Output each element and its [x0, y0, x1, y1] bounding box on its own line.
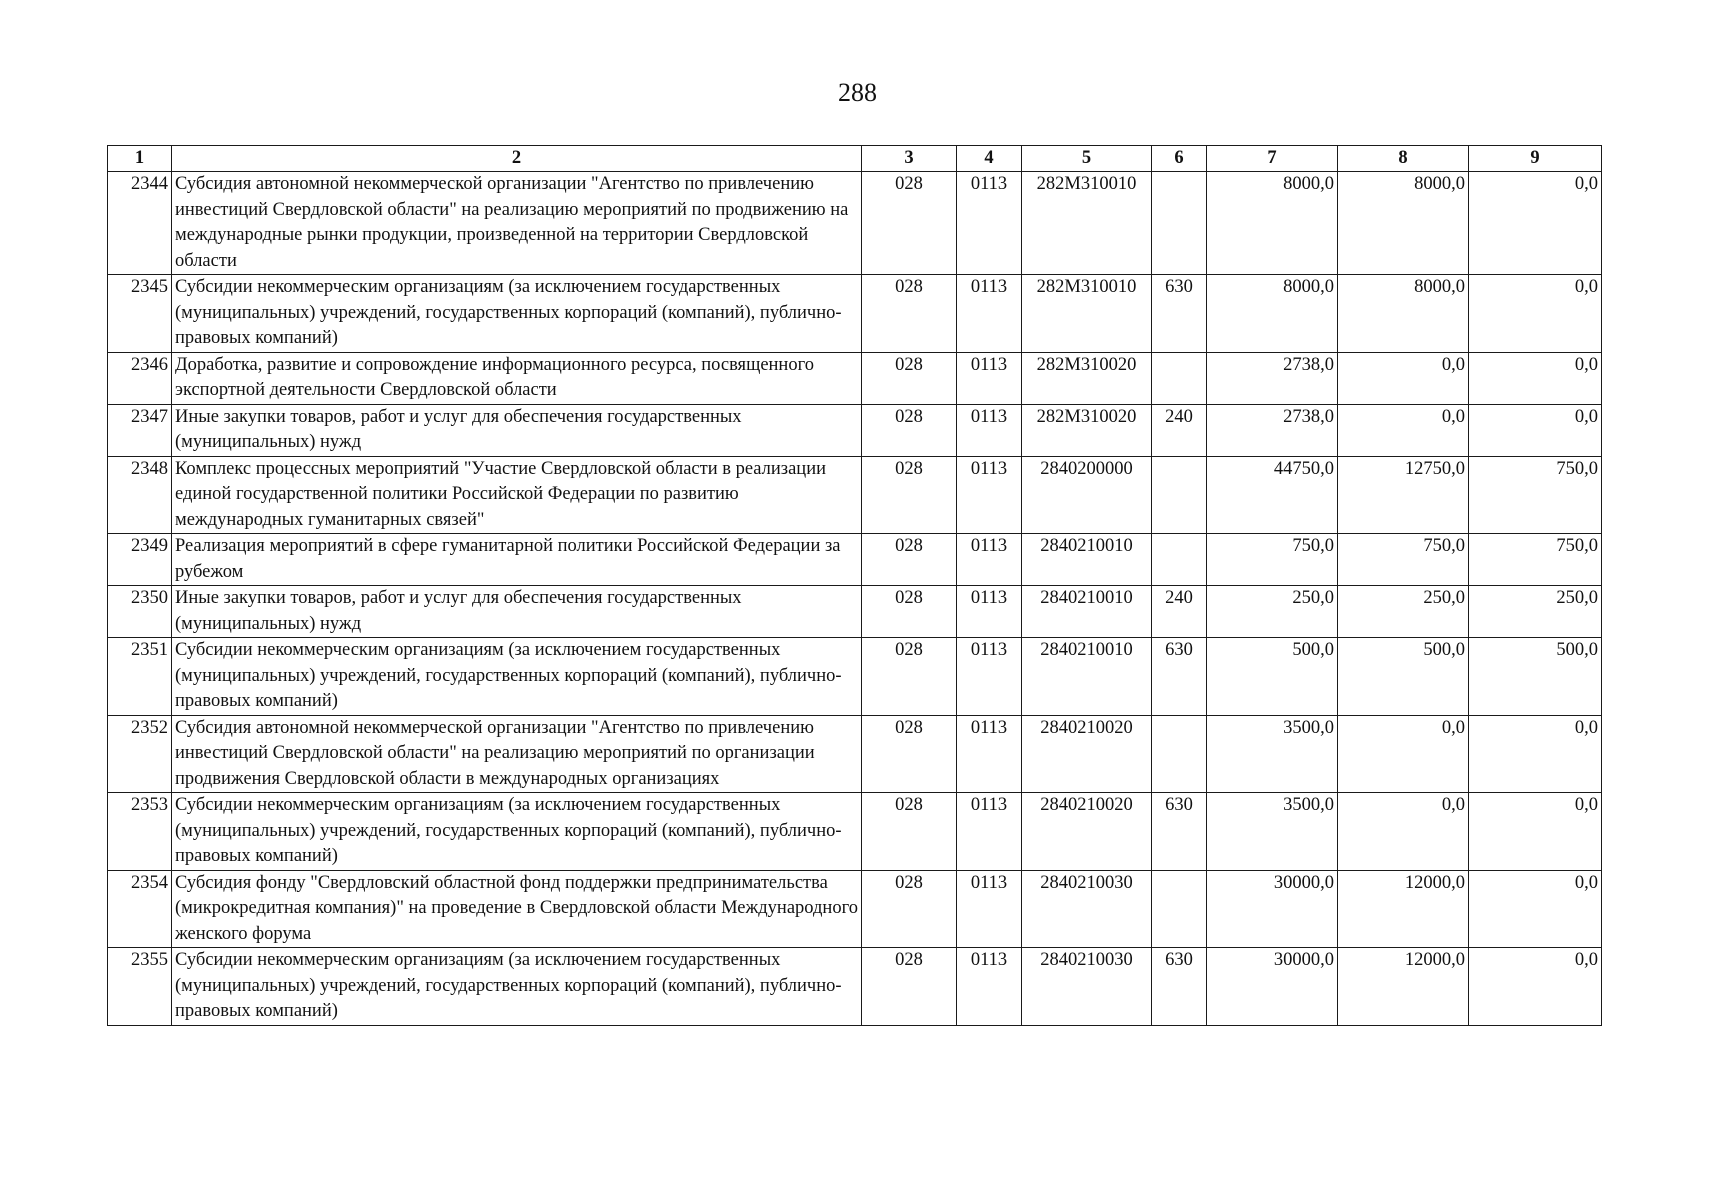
expense-type-code: 630 [1152, 638, 1207, 716]
row-number: 2354 [108, 870, 172, 948]
target-article-code: 2840200000 [1022, 456, 1152, 534]
ministry-code: 028 [862, 456, 957, 534]
ministry-code: 028 [862, 948, 957, 1026]
table-row [108, 638, 1602, 716]
row-number: 2347 [108, 404, 172, 456]
amount-col-9: 250,0 [1469, 586, 1602, 638]
row-number: 2351 [108, 638, 172, 716]
ministry-code: 028 [862, 404, 957, 456]
row-number: 2355 [108, 948, 172, 1026]
amount-col-8: 500,0 [1338, 638, 1469, 716]
amount-col-8: 12750,0 [1338, 456, 1469, 534]
target-article-code: 2840210010 [1022, 638, 1152, 716]
amount-col-8: 0,0 [1338, 352, 1469, 404]
target-article-code: 282M310010 [1022, 275, 1152, 353]
expense-name: Субсидия фонду "Свердловский областной фонд поддержки предпринимательства (микрокредитная компания)" на проведение в Свердловской области Международного женского форума [172, 870, 862, 948]
target-article-code: 2840210030 [1022, 870, 1152, 948]
section-code: 0113 [957, 715, 1022, 793]
target-article-code: 2840210030 [1022, 948, 1152, 1026]
amount-col-8: 750,0 [1338, 534, 1469, 586]
amount-col-7: 30000,0 [1207, 870, 1338, 948]
section-code: 0113 [957, 534, 1022, 586]
target-article-code: 2840210010 [1022, 534, 1152, 586]
header-col-1: 1 [108, 146, 172, 172]
expense-name: Доработка, развитие и сопровождение информационного ресурса, посвященного экспортной деятельности Свердловской области [172, 352, 862, 404]
section-code: 0113 [957, 793, 1022, 871]
expense-name: Субсидии некоммерческим организациям (за исключением государственных (муниципальных) учреждений, государственных корпораций (компаний), публично-правовых компаний) [172, 793, 862, 871]
row-number: 2352 [108, 715, 172, 793]
amount-col-9: 0,0 [1469, 948, 1602, 1026]
section-code: 0113 [957, 948, 1022, 1026]
amount-col-9: 0,0 [1469, 870, 1602, 948]
table-row [108, 586, 1602, 638]
expense-type-code: 240 [1152, 404, 1207, 456]
target-article-code: 2840210020 [1022, 793, 1152, 871]
section-code: 0113 [957, 638, 1022, 716]
expense-name: Реализация мероприятий в сфере гуманитарной политики Российской Федерации за рубежом [172, 534, 862, 586]
row-number: 2349 [108, 534, 172, 586]
header-col-2: 2 [172, 146, 862, 172]
amount-col-7: 3500,0 [1207, 793, 1338, 871]
row-number: 2353 [108, 793, 172, 871]
table-header [108, 146, 1602, 172]
amount-col-7: 3500,0 [1207, 715, 1338, 793]
ministry-code: 028 [862, 793, 957, 871]
table-row [108, 948, 1602, 1026]
section-code: 0113 [957, 870, 1022, 948]
expense-name: Субсидии некоммерческим организациям (за исключением государственных (муниципальных) учреждений, государственных корпораций (компаний), публично-правовых компаний) [172, 275, 862, 353]
amount-col-9: 0,0 [1469, 793, 1602, 871]
expense-type-code [1152, 352, 1207, 404]
table-row [108, 275, 1602, 353]
amount-col-7: 44750,0 [1207, 456, 1338, 534]
table-row [108, 715, 1602, 793]
amount-col-7: 2738,0 [1207, 404, 1338, 456]
amount-col-9: 0,0 [1469, 352, 1602, 404]
amount-col-9: 0,0 [1469, 404, 1602, 456]
target-article-code: 282M310020 [1022, 352, 1152, 404]
amount-col-9: 750,0 [1469, 456, 1602, 534]
table-row [108, 793, 1602, 871]
amount-col-8: 8000,0 [1338, 172, 1469, 275]
header-col-9: 9 [1469, 146, 1602, 172]
table-row [108, 404, 1602, 456]
ministry-code: 028 [862, 275, 957, 353]
amount-col-9: 750,0 [1469, 534, 1602, 586]
target-article-code: 282M310010 [1022, 172, 1152, 275]
section-code: 0113 [957, 275, 1022, 353]
ministry-code: 028 [862, 715, 957, 793]
amount-col-8: 250,0 [1338, 586, 1469, 638]
ministry-code: 028 [862, 172, 957, 275]
page-number: 288 [838, 78, 877, 107]
expense-name: Субсидия автономной некоммерческой организации "Агентство по привлечению инвестиций Свердловской области" на реализацию мероприятий по продвижению на международные рынки продукции, произведенной на территории Свердловской области [172, 172, 862, 275]
section-code: 0113 [957, 172, 1022, 275]
expense-type-code: 630 [1152, 948, 1207, 1026]
amount-col-8: 0,0 [1338, 793, 1469, 871]
expense-type-code [1152, 456, 1207, 534]
amount-col-7: 250,0 [1207, 586, 1338, 638]
section-code: 0113 [957, 352, 1022, 404]
amount-col-7: 30000,0 [1207, 948, 1338, 1026]
table-row [108, 172, 1602, 275]
header-col-3: 3 [862, 146, 957, 172]
expense-name: Иные закупки товаров, работ и услуг для обеспечения государственных (муниципальных) нужд [172, 404, 862, 456]
row-number: 2344 [108, 172, 172, 275]
target-article-code: 2840210010 [1022, 586, 1152, 638]
header-col-5: 5 [1022, 146, 1152, 172]
expense-type-code: 630 [1152, 275, 1207, 353]
amount-col-8: 12000,0 [1338, 948, 1469, 1026]
amount-col-7: 8000,0 [1207, 275, 1338, 353]
expense-name: Субсидия автономной некоммерческой организации "Агентство по привлечению инвестиций Свердловской области" на реализацию мероприятий по организации продвижения Свердловской области в международных организациях [172, 715, 862, 793]
ministry-code: 028 [862, 534, 957, 586]
amount-col-9: 0,0 [1469, 715, 1602, 793]
section-code: 0113 [957, 456, 1022, 534]
row-number: 2345 [108, 275, 172, 353]
ministry-code: 028 [862, 638, 957, 716]
expense-name: Субсидии некоммерческим организациям (за исключением государственных (муниципальных) учреждений, государственных корпораций (компаний), публично-правовых компаний) [172, 948, 862, 1026]
header-row [108, 146, 1602, 172]
table-row [108, 870, 1602, 948]
row-number: 2346 [108, 352, 172, 404]
amount-col-8: 0,0 [1338, 404, 1469, 456]
amount-col-9: 0,0 [1469, 275, 1602, 353]
target-article-code: 282M310020 [1022, 404, 1152, 456]
amount-col-8: 12000,0 [1338, 870, 1469, 948]
budget-table [107, 145, 1602, 1026]
expense-type-code [1152, 715, 1207, 793]
amount-col-9: 500,0 [1469, 638, 1602, 716]
table-row [108, 352, 1602, 404]
expense-type-code [1152, 534, 1207, 586]
expense-type-code: 630 [1152, 793, 1207, 871]
amount-col-7: 2738,0 [1207, 352, 1338, 404]
expense-name: Субсидии некоммерческим организациям (за исключением государственных (муниципальных) учреждений, государственных корпораций (компаний), публично-правовых компаний) [172, 638, 862, 716]
header-col-4: 4 [957, 146, 1022, 172]
table-body [108, 172, 1602, 1026]
table-row [108, 534, 1602, 586]
amount-col-7: 750,0 [1207, 534, 1338, 586]
table-row [108, 456, 1602, 534]
expense-type-code [1152, 172, 1207, 275]
expense-type-code: 240 [1152, 586, 1207, 638]
amount-col-9: 0,0 [1469, 172, 1602, 275]
amount-col-7: 8000,0 [1207, 172, 1338, 275]
expense-type-code [1152, 870, 1207, 948]
expense-name: Иные закупки товаров, работ и услуг для обеспечения государственных (муниципальных) нужд [172, 586, 862, 638]
row-number: 2348 [108, 456, 172, 534]
header-col-6: 6 [1152, 146, 1207, 172]
amount-col-8: 0,0 [1338, 715, 1469, 793]
ministry-code: 028 [862, 352, 957, 404]
header-col-8: 8 [1338, 146, 1469, 172]
row-number: 2350 [108, 586, 172, 638]
amount-col-8: 8000,0 [1338, 275, 1469, 353]
section-code: 0113 [957, 404, 1022, 456]
target-article-code: 2840210020 [1022, 715, 1152, 793]
header-col-7: 7 [1207, 146, 1338, 172]
ministry-code: 028 [862, 586, 957, 638]
amount-col-7: 500,0 [1207, 638, 1338, 716]
ministry-code: 028 [862, 870, 957, 948]
expense-name: Комплекс процессных мероприятий "Участие Свердловской области в реализации единой государственной политики Российской Федерации по развитию международных гуманитарных связей" [172, 456, 862, 534]
section-code: 0113 [957, 586, 1022, 638]
